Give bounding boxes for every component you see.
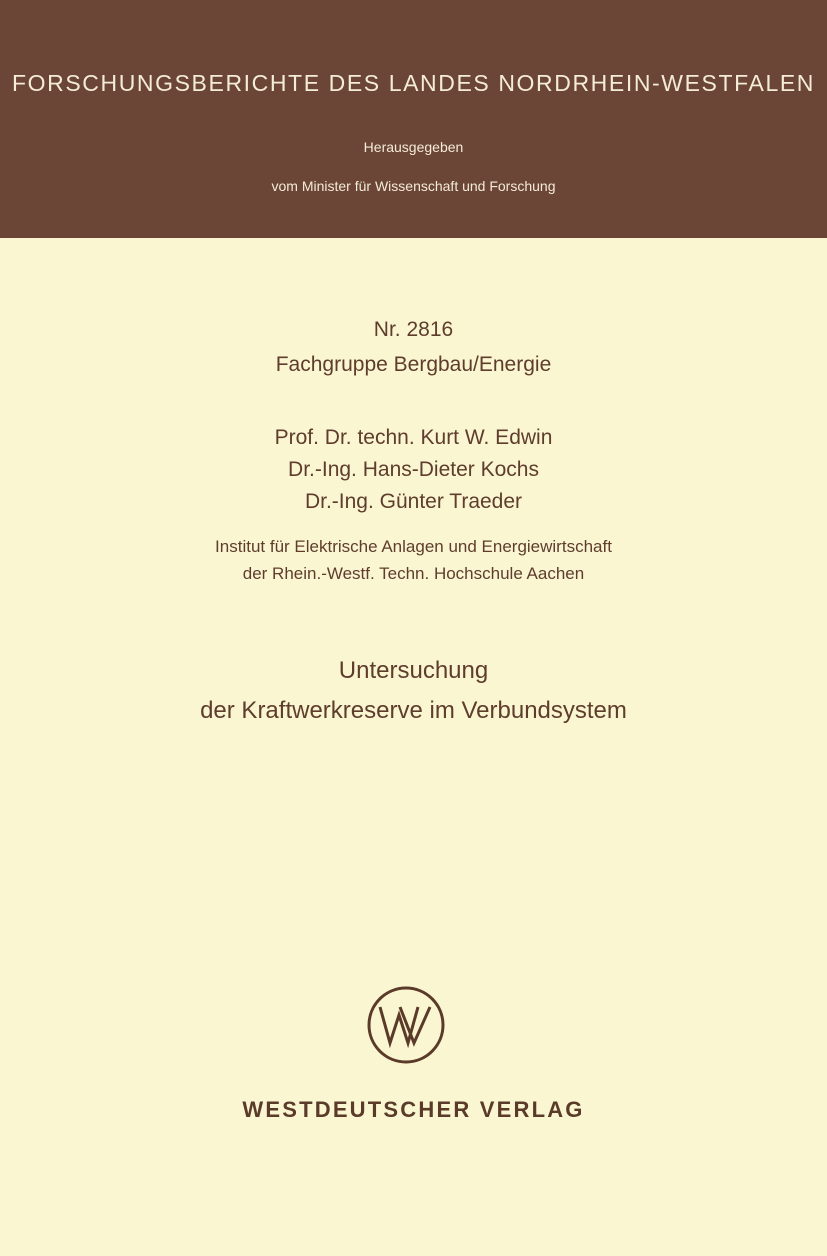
header-band xyxy=(0,0,827,238)
author-1: Prof. Dr. techn. Kurt W. Edwin xyxy=(274,426,553,449)
author-3: Dr.-Ing. Günter Traeder xyxy=(304,490,523,513)
book-title-line-1: Untersuchung xyxy=(338,657,489,684)
institute-line-2: der Rhein.-Westf. Techn. Hochschule Aachen xyxy=(242,564,585,583)
publisher-name: WESTDEUTSCHER VERLAG xyxy=(242,1097,585,1122)
subject-group: Fachgruppe Bergbau/Energie xyxy=(275,353,552,376)
report-number: Nr. 2816 xyxy=(373,318,454,341)
institute-line-1: Institut für Elektrische Anlagen und Energiewirtschaft xyxy=(215,537,612,556)
series-title: FORSCHUNGSBERICHTE DES LANDES NORDRHEIN-WESTFALEN xyxy=(12,70,815,96)
book-title-line-2: der Kraftwerkreserve im Verbundsystem xyxy=(200,697,627,724)
author-2: Dr.-Ing. Hans-Dieter Kochs xyxy=(288,458,539,481)
publisher-logo-icon xyxy=(366,985,446,1065)
editor-line: Herausgegeben xyxy=(363,139,464,155)
ministry-line: vom Minister für Wissenschaft und Forschung xyxy=(271,178,556,194)
